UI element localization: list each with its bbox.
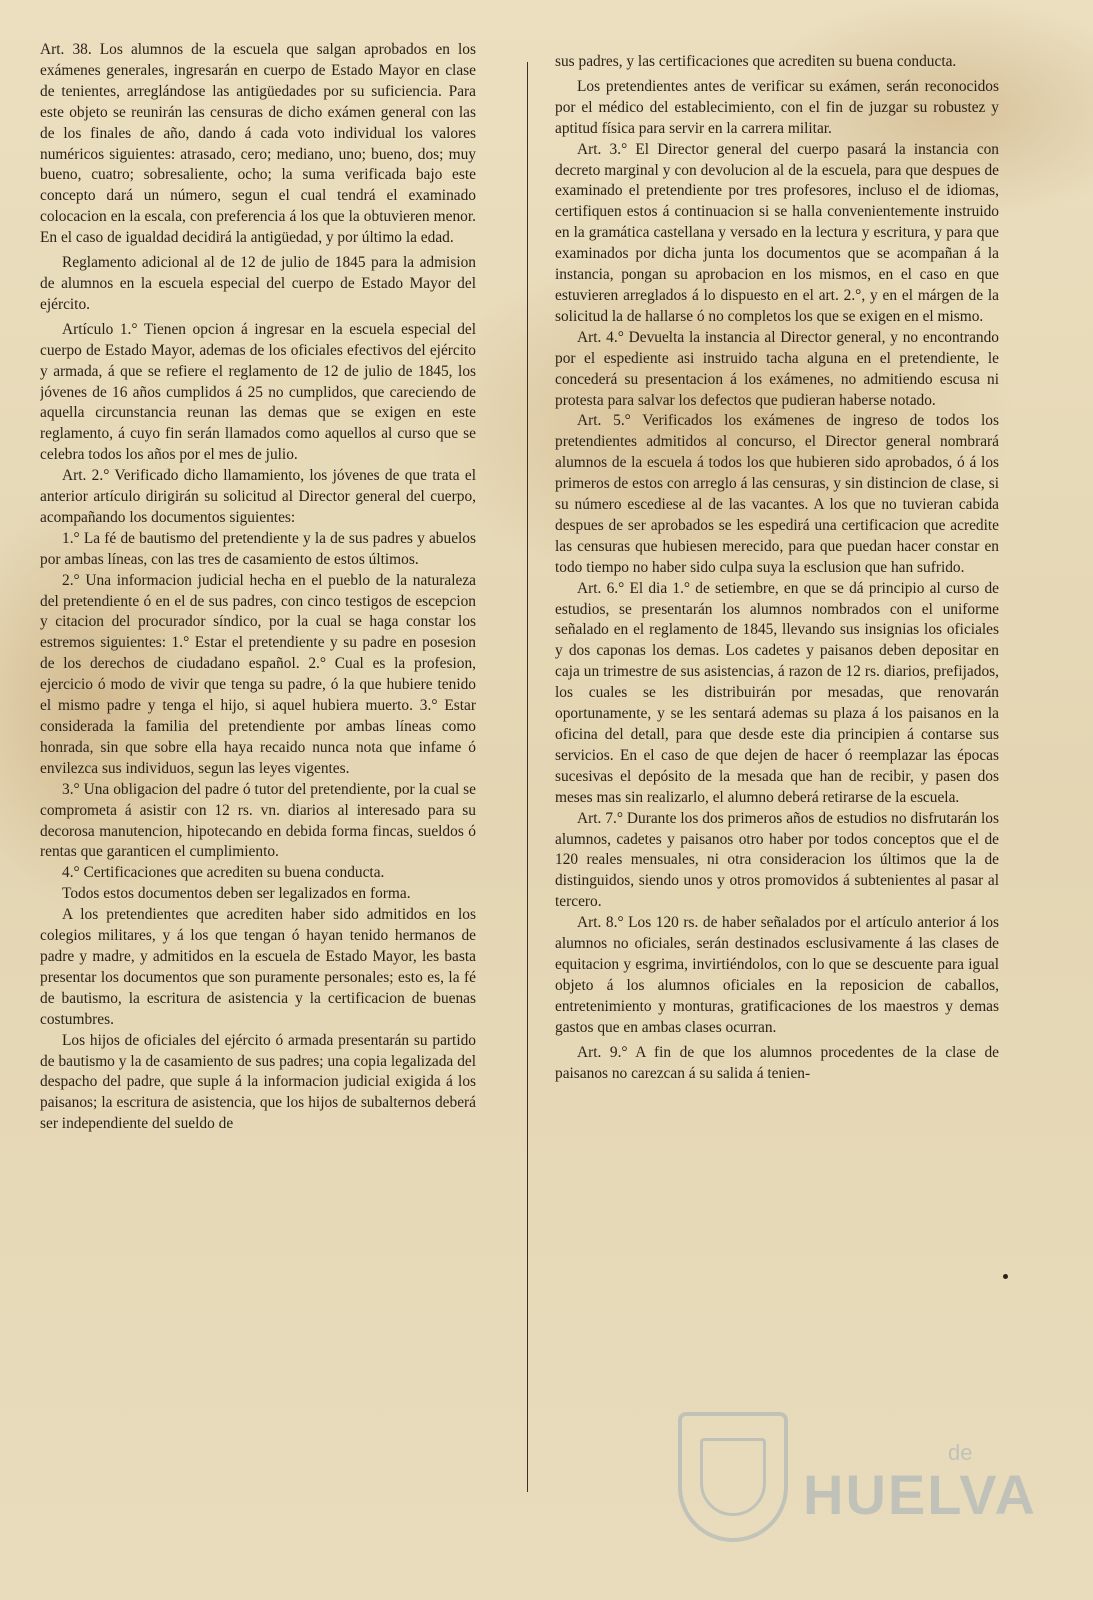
paragraph: Art. 5.° Verificados los exámenes de ingreso de todos los pretendientes admitidos al concurso, el Director general nombrará alumnos de la escuela á todos los que hubieren sido aprobados, ó á los primeros de estos con arreglo á las censuras, y sin distincion de clase, si su número escediese al de las vacantes. A los que no tuvieran cabida despues de ser aprobados se les espedirá una certificacion que acredite las censuras que hubiesen merecido, para que puedan hacer constar en todo tiempo no haber sido culpa suya la esclusion que han sufrido.	[555, 412, 999, 576]
shield-inner	[700, 1438, 766, 1516]
paragraph: Art. 7.° Durante los dos primeros años de estudios no disfrutarán los alumnos, cadetes y paisanos otro haber por todos conceptos que el de 120 reales mensuales, ni otra consideracion los últimos que la de distinguidos, siendo unos y otros promovidos á subtenientes al pasar al tercero.	[555, 809, 999, 911]
paragraph: 3.° Una obligacion del padre ó tutor del pretendiente, por la cual se comprometa á asistir con 12 rs. vn. diarios al interesado para su decorosa manutencion, hipotecando en debida forma fincas, sueldos ó rentas que garanticen el cumplimiento.	[40, 780, 476, 861]
paragraph: Art. 4.° Devuelta la instancia al Director general, y no encontrando por el espediente asi instruido tacha alguna en el pretendiente, le concederá su presentacion á los exámenes, no admitiendo escusa ni protesta para salvar los defectos que pudieran haberse notado.	[555, 328, 999, 409]
paragraph: sus padres, y las certificaciones que acrediten su buena conducta.	[555, 53, 957, 70]
paragraph: Los hijos de oficiales del ejército ó armada presentarán su partido de bautismo y la de casamiento de sus padres; una copia legalizada del despacho del padre, que suple á la informacion judicial exigida á los paisanos; la escritura de asistencia, que los hijos de subalternos deberá ser independiente del sueldo de	[40, 1031, 476, 1133]
watermark-text: HUELVA	[803, 1463, 1037, 1526]
column-divider	[527, 62, 528, 1492]
paragraph: 2.° Una informacion judicial hecha en el pueblo de la naturaleza del pretendiente ó en el de sus padres, con cinco testigos de escepcion y citacion del procurador síndico, por la cual se haga constar los estremos siguientes: 1.° Estar el pretendiente y su padre en posesion de los derechos de ciudadano español. 2.° Cual es la profesion, ejercicio ó modo de vivir que tenga su padre, ó la que hubiere tenido el mismo padre y tenga el hijo, si aquel hubiera muerto. 3.° Estar considerada la familia del pretendiente por ambas líneas como honrada, sin que sobre ella haya recaido nunca nota que infame ó envilezca sus individuos, segun las leyes vigentes.	[40, 571, 476, 777]
paragraph: Art. 38. Los alumnos de la escuela que salgan aprobados en los exámenes generales, ingresarán en cuerpo de Estado Mayor en clase de tenientes, arreglándose las antigüedades por su suficiencia. Para este objeto se reunirán las censuras de dicho exámen general con las de los finales de año, dando á cada voto individual los valores numéricos siguientes: atrasado, cero; mediano, uno; bueno, dos; muy bueno, cuatro; sobresaliente, ocho; la suma verificada bajo este concepto dará un número, segun el cual tendrá el examinado colocacion en la escala, con preferencia á los que la obtuvieren menor. En el caso de igualdad decidirá la antigüedad, y por último la edad.	[40, 41, 476, 247]
paragraph: A los pretendientes que acrediten haber sido admitidos en los colegios militares, y á los que tengan ó hayan tenido hermanos de padre y madre, y admitidos en la escuela de Estado Mayor, les basta presentar los documentos que son puramente personales; esto es, la fé de bautismo, la escritura de asistencia y la certificacion de buenas costumbres.	[40, 906, 476, 1028]
paragraph: Artículo 1.° Tienen opcion á ingresar en la escuela especial del cuerpo de Estado Mayor, ademas de los oficiales efectivos del ejército y armada, á que se refiere el reglamento de 12 de julio de 1845, los jóvenes de 16 años cumplidos á 25 no cumplidos, que careciendo de aquella circunstancia reunan las demas que se exigen en este reglamento, á cuyo fin serán llamados como aquellos al curso que se celebra todos los años por el mes de julio.	[40, 320, 476, 464]
library-watermark	[678, 1402, 1037, 1552]
watermark-small-text: de	[948, 1440, 973, 1465]
paragraph: 4.° Certificaciones que acrediten su buena conducta.	[62, 864, 385, 882]
paragraph: Art. 6.° El dia 1.° de setiembre, en que se dá principio al curso de estudios, se presentarán los alumnos nombrados con el uniforme señalado en el reglamento de 1845, llevando sus insignias los oficiales y dos caponas los demas. Los cadetes y paisanos deben depositar en caja un trimestre de sus asistencias, á razon de 12 rs. diarios, prefijados, los cuales se les distribuirán por mesadas, que renovarán oportunamente, y se les sentará ademas su plaza á los paisanos en la oficina del detall, para que desde este dia principien á contarse sus servicios. En el caso de que dejen de hacer ó reemplazar las épocas sucesivas el depósito de la mesada que han de recibir, y pasen dos meses mas sin realizarlo, el alumno deberá retirarse de la escuela.	[555, 579, 999, 806]
paragraph: Reglamento adicional al de 12 de julio de 1845 para la admision de alumnos en la escuela especial del cuerpo de Estado Mayor del ejército.	[40, 254, 476, 313]
paragraph: Art. 3.° El Director general del cuerpo pasará la instancia con decreto marginal y con devolucion al de la escuela, para que despues de examinado el pretendiente por tres profesores, incluso el de idiomas, certifiquen estos á continuacion si se halla convenientemente instruido en la gramática castellana y versado en la lectura y escritura, y para que examinados por dicha junta los documentos que se acompañan á la instancia, pongan su aprobacion en los mismos, en el caso en que estuvieren arreglados á lo dispuesto en el art. 2.°, y en el márgen de la solicitud la de hallarse ó no completos los que se exigen en el mismo.	[555, 140, 999, 325]
left-column	[40, 40, 476, 1540]
shield-icon	[678, 1412, 788, 1542]
paragraph: Art. 9.° A fin de que los alumnos procedentes de la clase de paisanos no carezcan á su salida á tenien-	[555, 1043, 999, 1082]
paragraph: 1.° La fé de bautismo del pretendiente y la de sus padres y abuelos por ambas líneas, con las tres de casamiento de estos últimos.	[40, 529, 476, 568]
paragraph: Todos estos documentos deben ser legalizados en forma.	[62, 885, 411, 903]
paragraph: Art. 8.° Los 120 rs. de haber señalados por el artículo anterior á los alumnos no oficiales, serán destinados esclusivamente á las clases de equitacion y esgrima, invirtiéndolos, con lo que se descuente para igual objeto á los alumnos oficiales en la reposicion de caballos, entretenimiento y monturas, gratificaciones de los maestros y demas gastos que en ambas clases ocurran.	[555, 914, 999, 1036]
paragraph: Los pretendientes antes de verificar su exámen, serán reconocidos por el médico del establecimiento, con el fin de juzgar su robustez y aptitud física para servir en la carrera militar.	[555, 77, 999, 137]
right-column	[555, 52, 999, 1540]
paragraph: Art. 2.° Verificado dicho llamamiento, los jóvenes de que trata el anterior artículo dirigirán su solicitud al Director general del cuerpo, acompañando los documentos siguientes:	[40, 467, 476, 526]
ink-dot	[1003, 1274, 1008, 1279]
